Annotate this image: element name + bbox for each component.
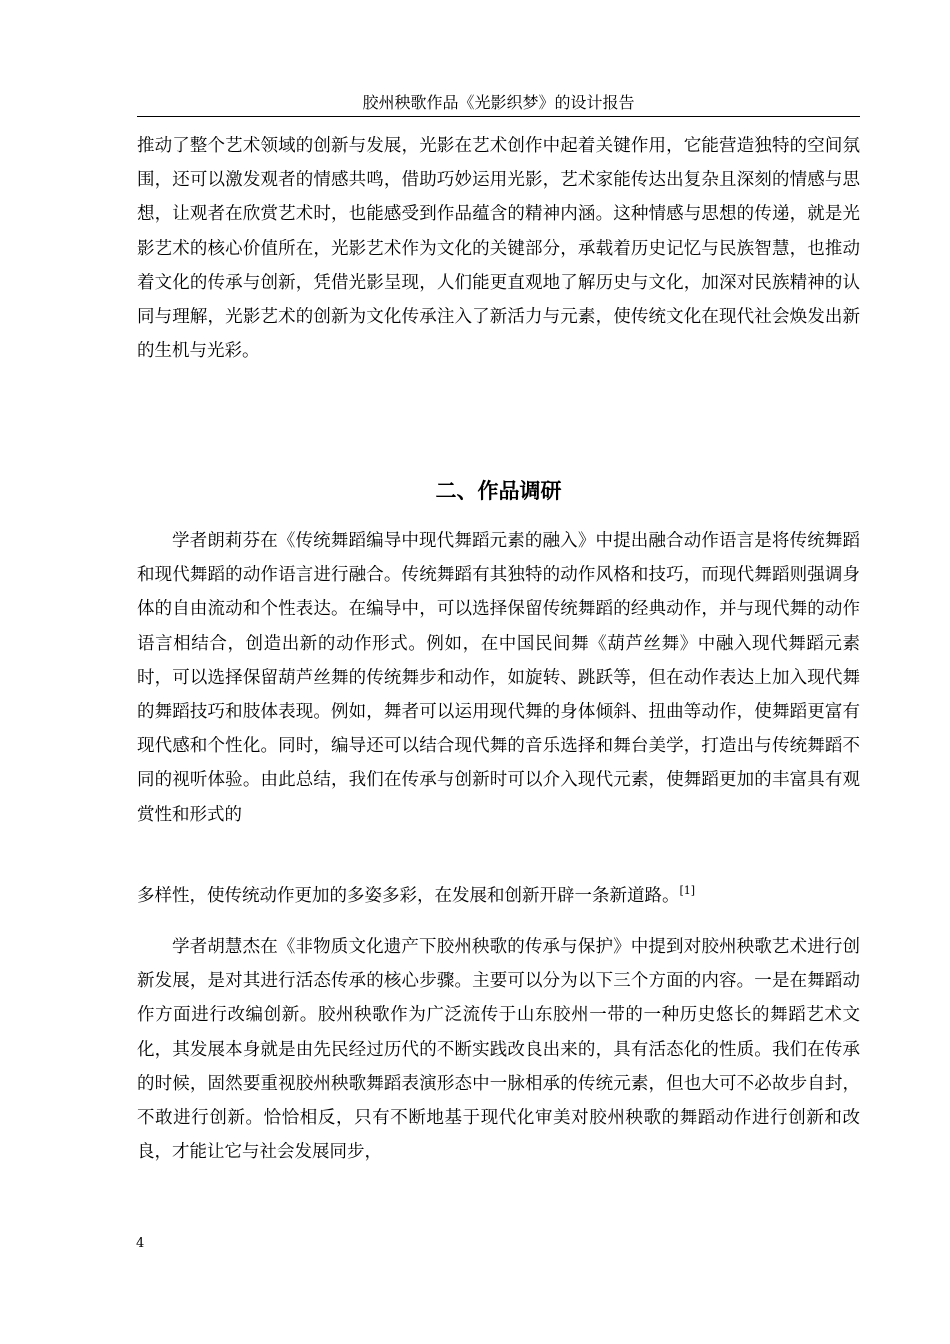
body-paragraph: 推动了整个艺术领域的创新与发展，光影在艺术创作中起着关键作用，它能营造独特的空间氛围，还可以激发观者的情感共鸣，借助巧妙运用光影，艺术家能传达出复杂且深刻的情感与思想，让观者在欣赏艺术时，也能感受到作品蕴含的精神内涵。这种情感与思想的传递，就是光影艺术的核心价值所在，光影艺术作为文化的关键部分，承载着历史记忆与民族智慧，也推动着文化的传承与创新，凭借光影呈现，人们能更直观地了解历史与文化，加深对民族精神的认同与理解，光影艺术的创新为文化传承注入了新活力与元素，使传统文化在现代社会焕发出新的生机与光彩。 — [137, 136, 860, 362]
page-header — [137, 92, 860, 117]
body-paragraph: 学者胡慧杰在《非物质文化遗产下胶州秧歌的传承与保护》中提到对胶州秧歌艺术进行创新发展，是对其进行活态传承的核心步骤。主要可以分为以下三个方面的内容。一是在舞蹈动作方面进行改编创新。胶州秧歌作为广泛流传于山东胶州一带的一种历史悠长的舞蹈艺术文化，其发展本身就是由先民经过历代的不断实践改良出来的，具有活态化的性质。我们在传承的时候，固然要重视胶州秧歌舞蹈表演形态中一脉相承的传统元素，但也大可不必故步自封，不敢进行创新。恰恰相反，只有不断地基于现代化审美对胶州秧歌的舞蹈动作进行创新和改良，才能让它与社会发展同步， — [137, 937, 860, 1163]
section-heading: 二、作品调研 — [435, 478, 562, 503]
body-paragraph: 学者朗莉芬在《传统舞蹈编导中现代舞蹈元素的融入》中提出融合动作语言是将传统舞蹈和现代舞蹈的动作语言进行融合。传统舞蹈有其独特的动作风格和技巧，而现代舞蹈则强调身体的自由流动和个性表达。在编导中，可以选择保留传统舞蹈的经典动作，并与现代舞的动作语言相结合，创造出新的动作形式。例如，在中国民间舞《葫芦丝舞》中融入现代舞蹈元素时，可以选择保留葫芦丝舞的传统舞步和动作，如旋转、跳跃等，但在动作表达上加入现代舞的舞蹈技巧和肢体表现。例如，舞者可以运用现代舞的身体倾斜、扭曲等动作，使舞蹈更富有现代感和个性化。同时，编导还可以结合现代舞的音乐选择和舞台美学，打造出与传统舞蹈不同的视听体验。由此总结，我们在传承与创新时可以介入现代元素，使舞蹈更加的丰富具有观赏性和形式的 — [137, 531, 860, 825]
citation-reference: [1] — [679, 884, 696, 898]
paragraph-text: 多样性，使传统动作更加的多姿多彩，在发展和创新开辟一条新道路。 — [137, 886, 680, 906]
page-number: 4 — [136, 1236, 145, 1251]
header-title: 胶州秧歌作品《光影织梦》的设计报告 — [362, 93, 635, 112]
body-paragraph — [137, 879, 860, 913]
